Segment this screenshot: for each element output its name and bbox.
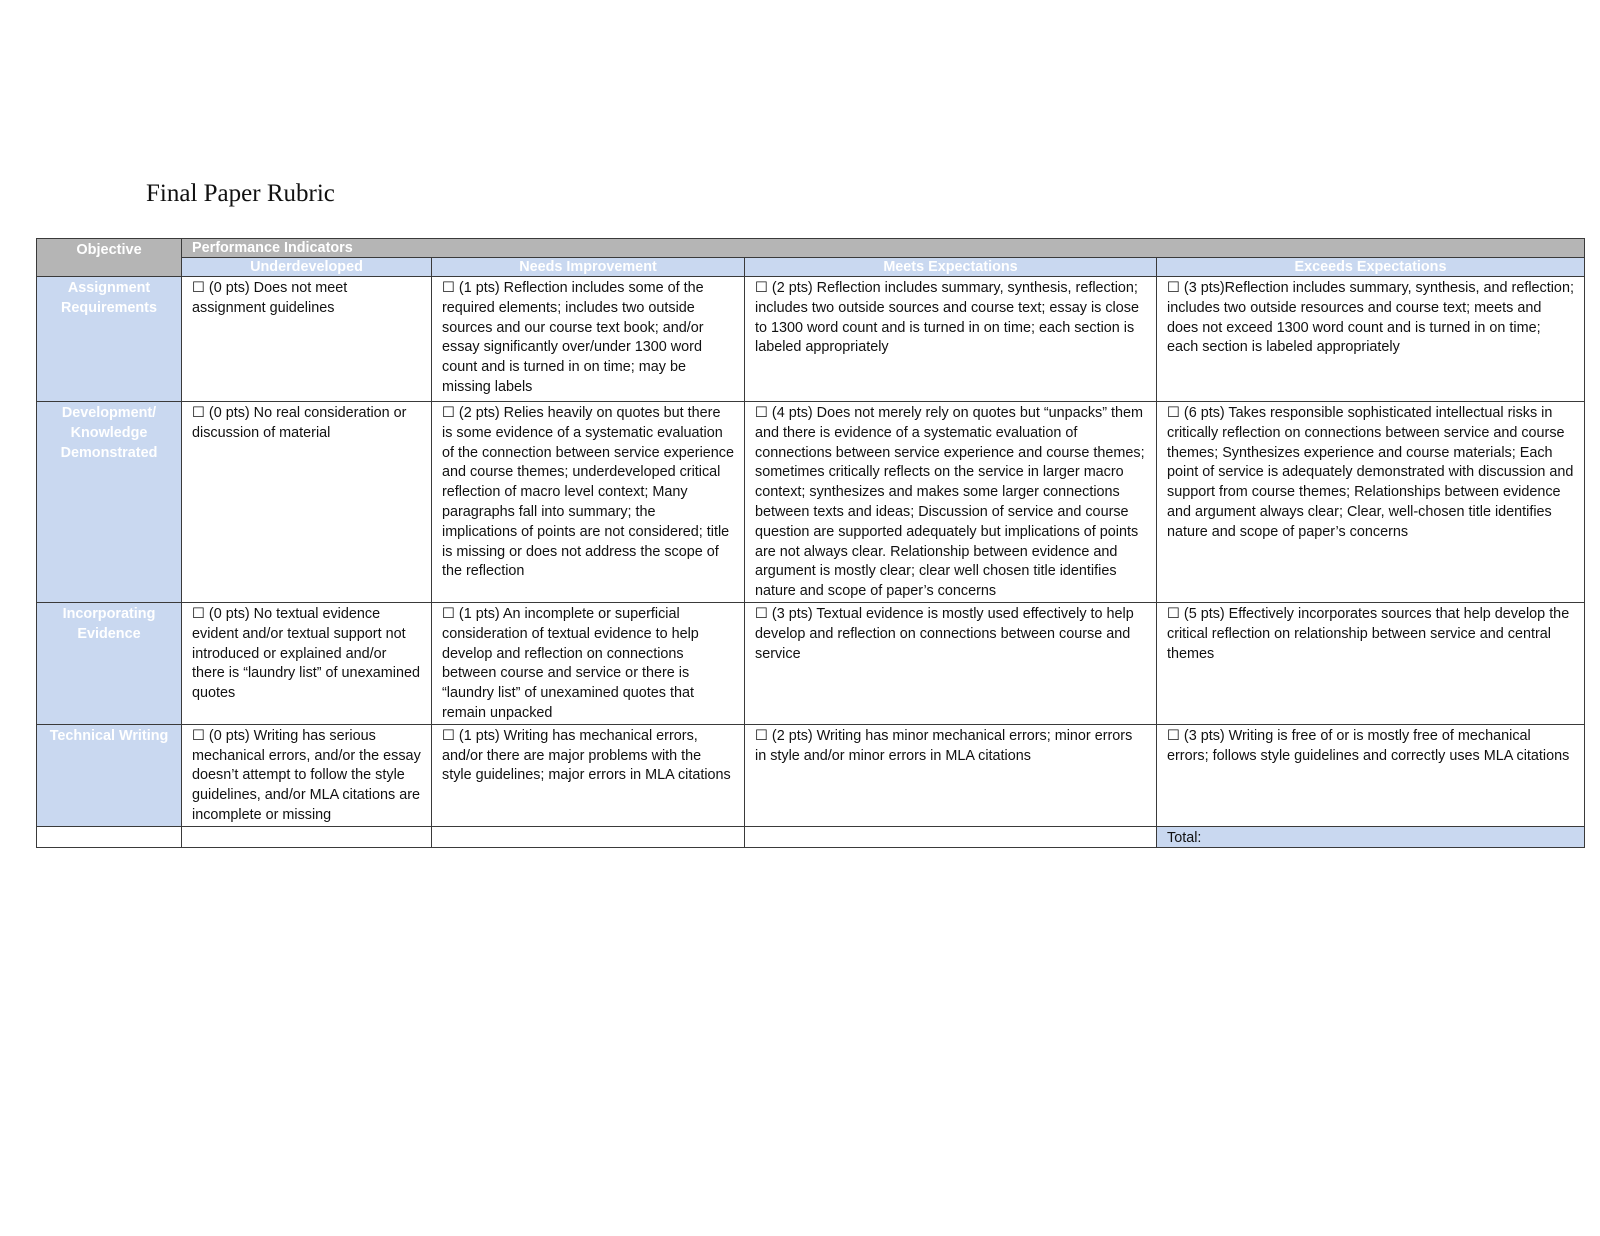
- objective-incorporating-evidence: Incorporating Evidence: [37, 602, 182, 724]
- level-header-exceeds-expectations: Exceeds Expectations: [1157, 258, 1585, 277]
- criterion-cell[interactable]: ☐ (4 pts) Does not merely rely on quotes but “unpacks” them and there is evidence of a systematic evaluation of connections between service experience and course themes; sometimes critically reflects on the service in larger macro context; synthesizes and makes some larger connections between texts and ideas; Discussion of service and course question are supported adequately but implications of points are not always clear. Relationship between evidence and argument is mostly clear; clear well chosen title identifies nature and scope of paper’s concerns: [745, 402, 1157, 603]
- criterion-cell[interactable]: ☐ (0 pts) Does not meet assignment guidelines: [182, 277, 432, 402]
- rubric-row-incorporating-evidence: [37, 602, 1585, 724]
- objective-header: Objective: [37, 239, 182, 277]
- criterion-cell[interactable]: ☐ (2 pts) Reflection includes summary, synthesis, reflection; includes two outside sources and course text; essay is close to 1300 word count and is turned in on time; each section is labeled appropriately: [745, 277, 1157, 402]
- rubric-row-assignment-requirements: [37, 277, 1585, 402]
- criterion-cell[interactable]: ☐ (3 pts)Reflection includes summary, synthesis, and reflection; includes two outside resources and course text; meets and does not exceed 1300 word count and is turned in on time; each section is labeled appropriately: [1157, 277, 1585, 402]
- criterion-cell[interactable]: ☐ (6 pts) Takes responsible sophisticated intellectual risks in critically reflection on connections between service and course themes; Synthesizes experience and course materials; Each point of service is adequately demonstrated with discussion and support from course themes; Relationships between evidence and argument always clear; Clear, well-chosen title identifies nature and scope of paper’s concerns: [1157, 402, 1585, 603]
- criterion-cell[interactable]: ☐ (1 pts) Writing has mechanical errors, and/or there are major problems with the style guidelines; major errors in MLA citations: [432, 724, 745, 826]
- empty-cell: [182, 826, 432, 847]
- performance-indicators-header: Performance Indicators: [182, 239, 1585, 258]
- criterion-cell[interactable]: ☐ (0 pts) No real consideration or discussion of material: [182, 402, 432, 603]
- rubric-table: [36, 238, 1585, 848]
- criterion-cell[interactable]: ☐ (2 pts) Relies heavily on quotes but there is some evidence of a systematic evaluation of the connection between service experience and course themes; underdeveloped critical reflection of macro level context; Many paragraphs fall into summary; the implications of points are not considered; title is missing or does not address the scope of the reflection: [432, 402, 745, 603]
- rubric-row-technical-writing: [37, 724, 1585, 826]
- objective-assignment-requirements: Assignment Requirements: [37, 277, 182, 402]
- criterion-cell[interactable]: ☐ (1 pts) An incomplete or superficial consideration of textual evidence to help develop and reflection on connections between course and service or there is “laundry list” of unexamined quotes that remain unpacked: [432, 602, 745, 724]
- total-field[interactable]: Total:: [1157, 826, 1585, 847]
- rubric-row-development-knowledge: [37, 402, 1585, 603]
- criterion-cell[interactable]: ☐ (0 pts) Writing has serious mechanical errors, and/or the essay doesn’t attempt to follow the style guidelines, and/or MLA citations are incomplete or missing: [182, 724, 432, 826]
- criterion-cell[interactable]: ☐ (3 pts) Writing is free of or is mostly free of mechanical errors; follows style guidelines and correctly uses MLA citations: [1157, 724, 1585, 826]
- level-header-needs-improvement: Needs Improvement: [432, 258, 745, 277]
- empty-cell: [745, 826, 1157, 847]
- criterion-cell[interactable]: ☐ (0 pts) No textual evidence evident and/or textual support not introduced or explained and/or there is “laundry list” of unexamined quotes: [182, 602, 432, 724]
- empty-cell: [432, 826, 745, 847]
- criterion-cell[interactable]: ☐ (5 pts) Effectively incorporates sources that help develop the critical reflection on relationship between service and central themes: [1157, 602, 1585, 724]
- total-row: [37, 826, 1585, 847]
- criterion-cell[interactable]: ☐ (3 pts) Textual evidence is mostly used effectively to help develop and reflection on connections between course and service: [745, 602, 1157, 724]
- level-header-underdeveloped: Underdeveloped: [182, 258, 432, 277]
- header-row-top: [37, 239, 1585, 258]
- level-header-meets-expectations: Meets Expectations: [745, 258, 1157, 277]
- header-row-levels: [37, 258, 1585, 277]
- criterion-cell[interactable]: ☐ (2 pts) Writing has minor mechanical errors; minor errors in style and/or minor errors in MLA citations: [745, 724, 1157, 826]
- page-title: Final Paper Rubric: [146, 180, 335, 207]
- objective-development-knowledge: Development/ Knowledge Demonstrated: [37, 402, 182, 603]
- criterion-cell[interactable]: ☐ (1 pts) Reflection includes some of the required elements; includes two outside sources and our course text book; and/or essay significantly over/under 1300 word count and is turned in on time; may be missing labels: [432, 277, 745, 402]
- empty-cell: [37, 826, 182, 847]
- objective-technical-writing: Technical Writing: [37, 724, 182, 826]
